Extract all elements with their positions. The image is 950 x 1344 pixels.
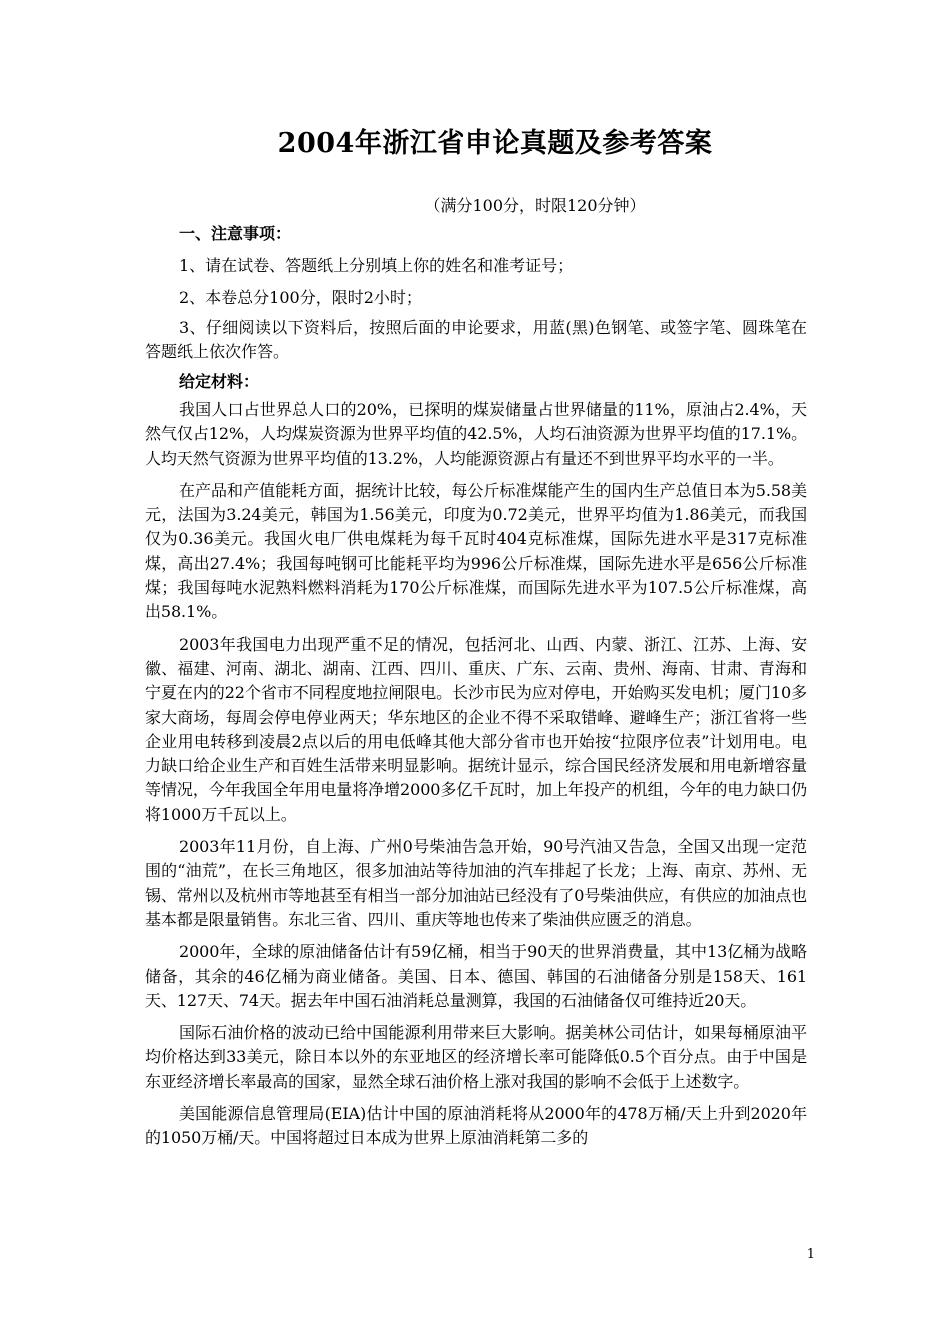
document-body xyxy=(145,220,807,1151)
notice-item: 3、仔细阅读以下资料后，按照后面的申论要求，用蓝(黑)色钢笔、或签字笔、圆珠笔在答题纸上依次作答。 xyxy=(145,318,807,361)
material-paragraph: 在产品和产值能耗方面，据统计比较，每公斤标准煤能产生的国内生产总值日本为5.58美元，法国为3.24美元，韩国为1.56美元，印度为0.72美元，世界平均值为1.86美元，而我国仅为0.36美元。我国火电厂供电煤耗为每千瓦时404克标准煤，国际先进水平是317克标准煤，高出27.4%；我国每吨钢可比能耗平均为996公斤标准煤，国际先进水平是656公斤标准煤；我国每吨水泥熟料燃料消耗为170公斤标准煤，而国际先进水平为107.5公斤标准煤，高出58.1%。 xyxy=(145,480,807,622)
material-paragraph: 国际石油价格的波动已给中国能源利用带来巨大影响。据美林公司估计，如果每桶原油平均价格达到33美元，除日本以外的东亚地区的经济增长率可能降低0.5个百分点。由于中国是东亚经济增长率最高的国家，显然全球石油价格上涨对我国的影响不会低于上述数字。 xyxy=(145,1023,807,1091)
page-title: 2004年浙江省申论真题及参考答案 xyxy=(277,128,713,159)
material-paragraph: 美国能源信息管理局(EIA)估计中国的原油消耗将从2000年的478万桶/天上升到2020年的1050万桶/天。中国将超过日本成为世界上原油消耗第二多的 xyxy=(145,1104,807,1148)
notice-heading: 一、注意事项： xyxy=(179,224,292,243)
notice-item: 2、本卷总分100分，限时2小时； xyxy=(179,288,422,307)
material-paragraph: 2000年，全球的原油储备估计有59亿桶，相当于90天的世界消费量，其中13亿桶为战略储备，其余的46亿桶为商业储备。美国、日本、德国、韩国的石油储备分别是158天、161天、127天、74天。据去年中国石油消耗总量测算，我国的石油储备仅可维持近20天。 xyxy=(145,942,807,1010)
material-paragraph: 我国人口占世界总人口的20%，已探明的煤炭储量占世界储量的11%，原油占2.4%，天然气仅占12%，人均煤炭资源为世界平均值的42.5%，人均石油资源为世界平均值的17.1%。人均天然气资源为世界平均值的13.2%，人均能源资源占有量还不到世界平均水平的一半。 xyxy=(145,400,807,468)
page-number: 1 xyxy=(806,1247,815,1262)
notice-item: 1、请在试卷、答题纸上分别填上你的姓名和准考证号； xyxy=(179,256,574,275)
exam-info: （满分100分，时限120分钟） xyxy=(424,196,646,215)
material-paragraph: 2003年11月份，自上海、广州0号柴油告急开始，90号汽油又告急，全国又出现一定范围的“油荒”，在长三角地区，很多加油站等待加油的汽车排起了长龙；上海、南京、苏州、无锡、常州以及杭州市等地甚至有相当一部分加油站已经没有了0号柴油供应，有供应的加油点也基本都是限量销售。东北三省、四川、重庆等地也传来了柴油供应匮乏的消息。 xyxy=(145,837,807,929)
material-paragraph: 2003年我国电力出现严重不足的情况，包括河北、山西、内蒙、浙江、江苏、上海、安徽、福建、河南、湖北、湖南、江西、四川、重庆、广东、云南、贵州、海南、甘肃、青海和宁夏在内的22个省市不同程度地拉闸限电。长沙市民为应对停电，开始购买发电机；厦门10多家大商场，每周会停电停业两天；华东地区的企业不得不采取错峰、避峰生产；浙江省将一些企业用电转移到凌晨2点以后的用电低峰其他大部分省市也开始按“拉限序位表”计划用电。电力缺口给企业生产和百姓生活带来明显影响。据统计显示，综合国民经济发展和用电新增容量等情况，今年我国全年用电量将净增2000多亿千瓦时，加上年投产的机组，今年的电力缺口仍将1000万千瓦以上。 xyxy=(145,634,807,824)
materials-heading: 给定材料： xyxy=(179,372,260,391)
